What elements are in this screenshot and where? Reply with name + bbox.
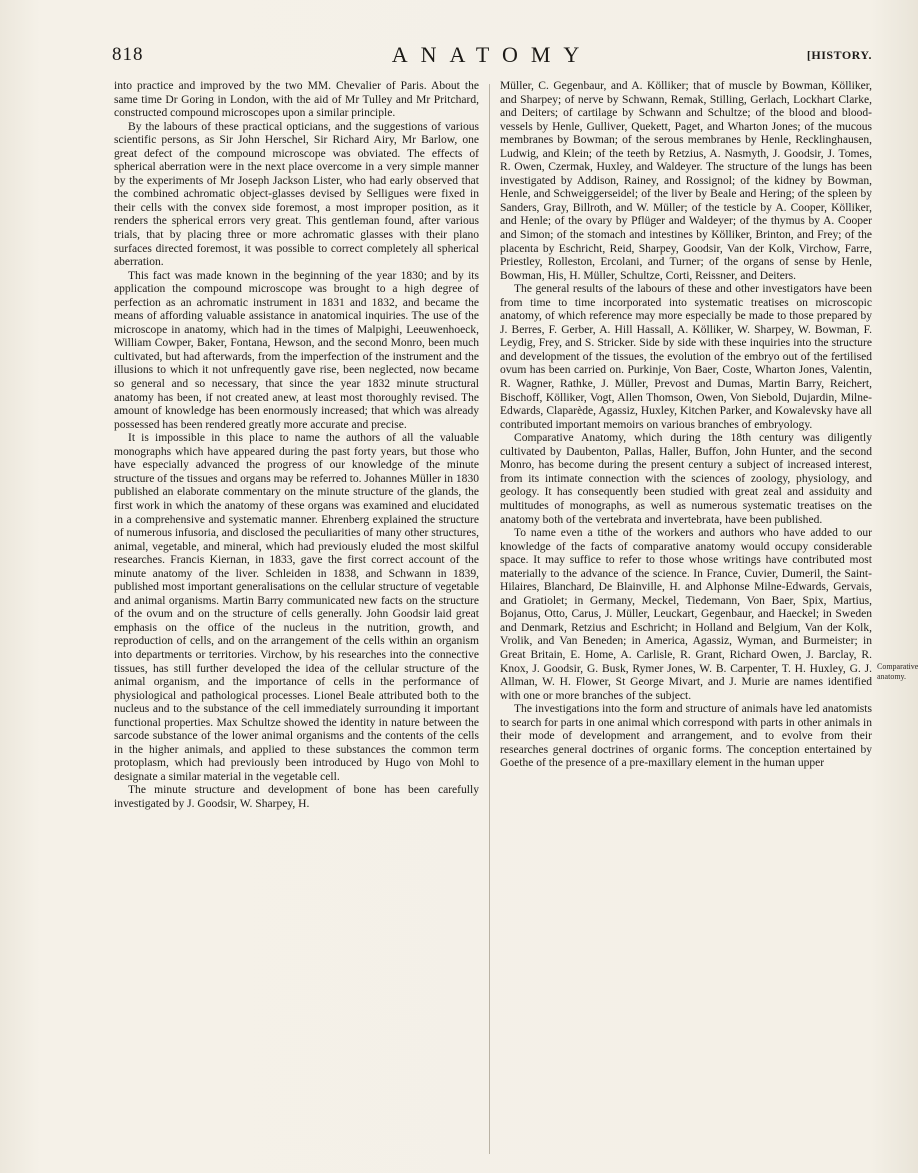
paragraph: The general results of the labours of these and other investigators have been from time to time incorporated into systematic treatises on microscopic anatomy, of which reference may more especially be made to those prepared by J. Berres, F. Gerber, A. Hill Hassall, A. Kölliker, W. Sharpey, W. Bowman, F. Leydig, Frey, and S. Stricker. Side by side with these inquiries into the structure and development of the tissues, the evolution of the embryo out of the fertilised ovum has been carried on. Purkinje, Von Baer, Coste, Wharton Jones, Valentin, R. Wagner, Rathke, J. Müller, Prevost and Dumas, Martin Barry, Reichert, Bischoff, Kölliker, Vogt, Allen Thomson, Owen, Von Siebold, Dujardin, Milne-Edwards, Claparède, Agassiz, Huxley, Kitchen Parker, and Kowalevsky have all contributed important memoirs on various branches of embryology. — [500, 283, 872, 431]
paragraph: Müller, C. Gegenbaur, and A. Kölliker; that of muscle by Bowman, Kölliker, and Sharpey; of nerve by Schwann, Remak, Stilling, Gerlach, Lockhart Clarke, and Deiters; of cartilage by Schwann and Schultze; of the blood and blood-vessels by Henle, Gulliver, Quekett, Paget, and Wharton Jones; of the mucous membranes by Bowman; of the serous membranes by Henle, Recklinghausen, Ludwig, and Klein; of the teeth by Retzius, A. Nasmyth, J. Goodsir, J. Tomes, R. Owen, Czermak, Huxley, and Waldeyer. The structure of the lungs has been investigated by Addison, Rainey, and Rossignol; of the kidney by Bowman, Henle, and Schweiggerseidel; of the liver by Beale and Hering; of the spleen by Sanders, Gray, Billroth, and W. Müller; of the testicle by A. Cooper, Kölliker, and Henle; of the ovary by Pflüger and Waldeyer; of the thymus by A. Cooper and Simon; of the stomach and intestines by Kölliker, Brinton, and Frey; of the placenta by Eschricht, Reid, Sharpey, Goodsir, Van der Kolk, Virchow, Farre, Priestley, Rolleston, Ercolani, and Turner; of the organs of sense by Henle, Bowman, His, H. Müller, Schultze, Corti, Reissner, and Deiters. — [500, 80, 872, 282]
page-header — [112, 42, 872, 72]
left-column — [114, 80, 479, 812]
right-column — [500, 80, 872, 771]
paragraph: This fact was made known in the beginning of the year 1830; and by its application the compound microscope was brought to a high degree of perfection as an achromatic instrument in 1831 and 1832, and became the means of affording valuable assistance in anatomical inquiries. The use of the microscope in anatomy, which had in the times of Malpighi, Leeuwenhoeck, William Cowper, Baker, Fontana, Hewson, and the second Monro, been much cultivated, but had afterwards, from the imperfection of the instrument and the illusions to which it not unfrequently gave rise, been neglected, now became so general and so necessary, that since the year 1832 minute structural anatomy has been, if not created anew, at least most thoroughly revised. The amount of knowledge has been enormously increased; that which was already possessed has been rendered greatly more accurate and precise. — [114, 269, 479, 431]
paragraph: The investigations into the form and structure of animals have led anatomists to search for parts in one animal which correspond with parts in other animals in their mode of development and arrangement, and to evolve from their researches general doctrines of organic forms. The conception entertained by Goethe of the presence of a pre-maxillary element in the human upper — [500, 703, 872, 770]
paragraph: The minute structure and development of bone has been carefully investigated by J. Goodsir, W. Sharpey, H. — [114, 784, 479, 810]
running-title: ANATOMY — [391, 42, 593, 67]
paragraph: To name even a tithe of the workers and authors who have added to our knowledge of the facts of comparative anatomy would occupy considerable space. It may suffice to refer to those whose writings have contributed most materially to the advance of the science. In France, Cuvier, Dumeril, the Saint-Hilaires, Blanchard, De Blainville, H. and Alphonse Milne-Edwards, Gervais, and Gratiolet; in Germany, Meckel, Tiedemann, Von Baer, Spix, Martius, Bojanus, Otto, Carus, J. Müller, Leuckart, Gegenbaur, and Haeckel; in Sweden and Denmark, Retzius and Eschricht; in Holland and Belgium, Van der Kolk, Vrolik, and Van Beneden; in America, Agassiz, Wyman, and Burmeister; in Great Britain, E. Home, A. Carlisle, R. Grant, Richard Owen, J. Barclay, R. Knox, J. Goodsir, G. Busk, Rymer Jones, W. B. Carpenter, T. H. Huxley, G. J. Allman, W. H. Flower, St George Mivart, and J. Murie are names identified with one or more branches of the subject. — [500, 527, 872, 702]
paragraph: It is impossible in this place to name the authors of all the valuable monographs which have appeared during the past forty years, but those who have especially advanced the progress of our knowledge of the minute structure of the tissues and organs may be referred to. Johannes Müller in 1830 published an elaborate commentary on the minute structure of the glands, the first work in which the anatomy of these organs was examined and elucidated in a comprehensive and systematic manner. Ehrenberg explained the structure of numerous infusoria, and disclosed the peculiarities of many other structures, animal, vegetable, and mineral, which had previously eluded the most skilful researches. Francis Kiernan, in 1833, gave the first correct account of the minute anatomy of the liver. Schleiden in 1838, and Schwann in 1839, published most important generalisations on the cellular structure of vegetable and animal organisms. Martin Barry communicated new facts on the structure of the ovum and on the structure of cells generally. John Goodsir laid great emphasis on the office of the nucleus in the nutrition, growth, and reproduction of cells, and on the arrangement of the cells within an organism into departments or territories. Virchow, by his researches into the connective tissues, has still further developed the idea of the cellular structure of the animal organism, and the importance of cells in the performance of physiological and pathological processes. Lionel Beale attributed both to the nucleus and to the substance of the cell immediately surrounding it important functional properties. Max Schultze showed the identity in nature between the sarcode substance of the lower animal organisms and the contents of the cells in the higher animals, and applied to these substances the common term protoplasm, which had previously been introduced by Hugo von Mohl to designate a similar material in the vegetable cell. — [114, 432, 479, 783]
marginal-note: Comparative anatomy. — [877, 662, 918, 681]
paragraph: By the labours of these practical opticians, and the suggestions of various scientific persons, as Sir John Herschel, Sir Richard Airy, Mr Barlow, one great defect of the compound microscope was obviated. The effects of spherical aberration were in the next place overcome in a very simple manner by the experiments of Mr Joseph Jackson Lister, who had early observed that the combined achromatic object-glasses devised by Selligues were fixed in their cells with the convex side foremost, a most improper position, as it renders the spherical errors very great. This gentleman found, after various trials, that by placing three or more achromatic glasses with their plano surfaces directed foremost, it was possible to correct completely all spherical aberration. — [114, 120, 479, 269]
column-divider — [489, 84, 490, 1154]
page-number: 818 — [112, 44, 144, 65]
paragraph: Comparative Anatomy, which during the 18th century was diligently cultivated by Daubenton, Pallas, Haller, Buffon, John Hunter, and the second Monro, has become during the present century a subject of increased interest, from its intimate connection with the sciences of zoology, physiology, and geology. It has consequently been studied with great zeal and assiduity and multitudes of monographs, as well as numerous systematic treatises on the anatomy both of the vertebrata and invertebrata, have been published. — [500, 432, 872, 526]
section-tag: [HISTORY. — [806, 48, 872, 62]
paragraph: into practice and improved by the two MM. Chevalier of Paris. About the same time Dr Goring in London, with the aid of Mr Tulley and Mr Pritchard, constructed compound microscopes upon a similar principle. — [114, 80, 479, 120]
